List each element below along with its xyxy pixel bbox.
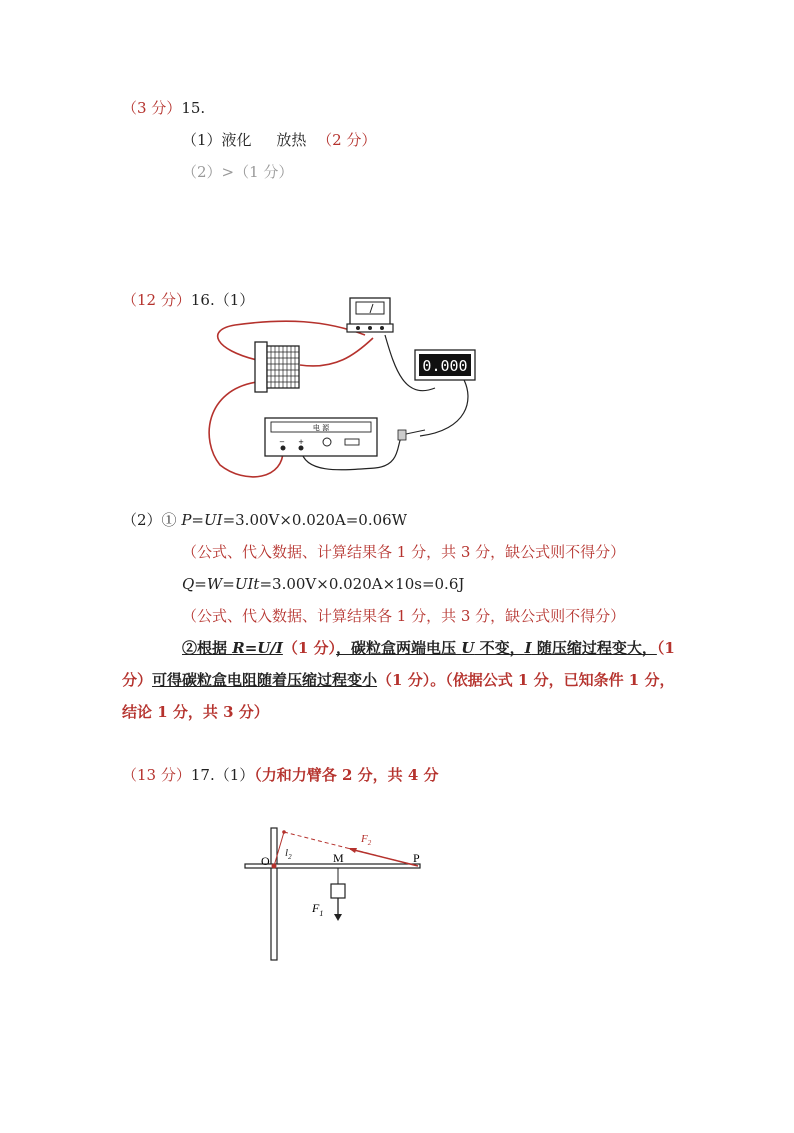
label-m: M bbox=[333, 851, 344, 865]
p-formula-symbol: P=UI bbox=[181, 511, 223, 529]
q15-header bbox=[122, 98, 205, 118]
q17-header bbox=[122, 765, 439, 785]
vertical-pole bbox=[271, 828, 277, 960]
q17-note: （力和力臂各 2 分，共 4 分 bbox=[254, 766, 439, 784]
r-condition-underlined bbox=[336, 639, 657, 657]
r-lead-underlined bbox=[182, 639, 283, 657]
r-score-1: （1 分） bbox=[282, 639, 337, 657]
q16-number: 16.（1） bbox=[190, 291, 255, 309]
q15-ans1-text2: 放热 bbox=[276, 131, 307, 149]
label-p: P bbox=[413, 851, 420, 865]
q-formula-value: =3.00V×0.020A×10s=0.6J bbox=[259, 575, 465, 593]
r-symbol-i: I bbox=[524, 639, 532, 657]
r-tail: 。（依据公式 1 分，已知条件 1 分， bbox=[430, 671, 675, 689]
r-symbol-u: U bbox=[461, 639, 475, 657]
q15-number: 15. bbox=[181, 99, 206, 117]
q16-r-line-3: 结论 1 分，共 3 分） bbox=[122, 703, 269, 721]
q15-ans1-text: （1）液化 bbox=[182, 131, 252, 149]
psu-plus: + bbox=[298, 438, 304, 446]
wire bbox=[300, 338, 373, 366]
q16-note-2: （公式、代入数据、计算结果各 1 分，共 3 分，缺公式则不得分） bbox=[182, 607, 626, 625]
q16-r-line-2 bbox=[122, 670, 674, 690]
meter-display: 0.000 bbox=[422, 357, 468, 375]
f1-arrowhead bbox=[334, 914, 342, 921]
q15-answer-2: （2）>（1 分） bbox=[182, 163, 294, 181]
label-f1: $F_1$ bbox=[312, 901, 324, 918]
q16-line-q bbox=[182, 574, 464, 594]
r-score-2b: 分） bbox=[122, 671, 153, 689]
q16-score: （12 分） bbox=[122, 291, 191, 309]
wire bbox=[420, 378, 468, 436]
label-o: O bbox=[261, 854, 270, 868]
f2-arrowhead bbox=[348, 848, 357, 853]
r-conclusion: 可得碳粒盒电阻随着压缩过程变小 bbox=[152, 671, 378, 689]
label-l2: $l_2$ bbox=[285, 847, 292, 861]
q17-score: （13 分） bbox=[122, 766, 191, 784]
psu-minus: − bbox=[279, 438, 285, 446]
r-text-1a: ，碳粒盒两端电压 bbox=[336, 639, 462, 657]
carbon-granule-box bbox=[255, 342, 299, 392]
r-text-1b: 不变， bbox=[474, 639, 525, 657]
r-formula: R=U/I bbox=[232, 639, 283, 657]
q16-line-p bbox=[122, 510, 407, 530]
q16-r-line-1 bbox=[182, 638, 675, 658]
p-formula-value: =3.00V×0.020A=0.06W bbox=[222, 511, 408, 529]
q16-note-1: （公式、代入数据、计算结果各 1 分，共 3 分，缺公式则不得分） bbox=[182, 543, 626, 561]
ammeter bbox=[347, 298, 393, 332]
q15-answer-1 bbox=[182, 130, 376, 150]
q17-number: 17.（1） bbox=[190, 766, 255, 784]
label-f2: $F_2$ bbox=[361, 833, 372, 847]
weight-block bbox=[331, 884, 345, 898]
r-lead: ②根据 bbox=[182, 639, 233, 657]
r-score-3: （1 分） bbox=[377, 671, 431, 689]
q-formula-symbol: Q=W=UIt bbox=[182, 575, 260, 593]
r-score-2a: （1 bbox=[656, 639, 675, 657]
power-supply bbox=[265, 418, 377, 456]
q15-ans1-score: （2 分） bbox=[317, 131, 377, 149]
q16-circuit-diagram bbox=[205, 290, 505, 490]
q15-score: （3 分） bbox=[122, 99, 182, 117]
q17-lever-diagram bbox=[240, 820, 440, 970]
q16-part2-prefix: （2）① bbox=[122, 511, 177, 529]
r-text-1c: 随压缩过程变大， bbox=[531, 639, 657, 657]
psu-label: 电 源 bbox=[312, 424, 330, 432]
digital-meter bbox=[415, 350, 475, 380]
switch bbox=[398, 430, 425, 440]
